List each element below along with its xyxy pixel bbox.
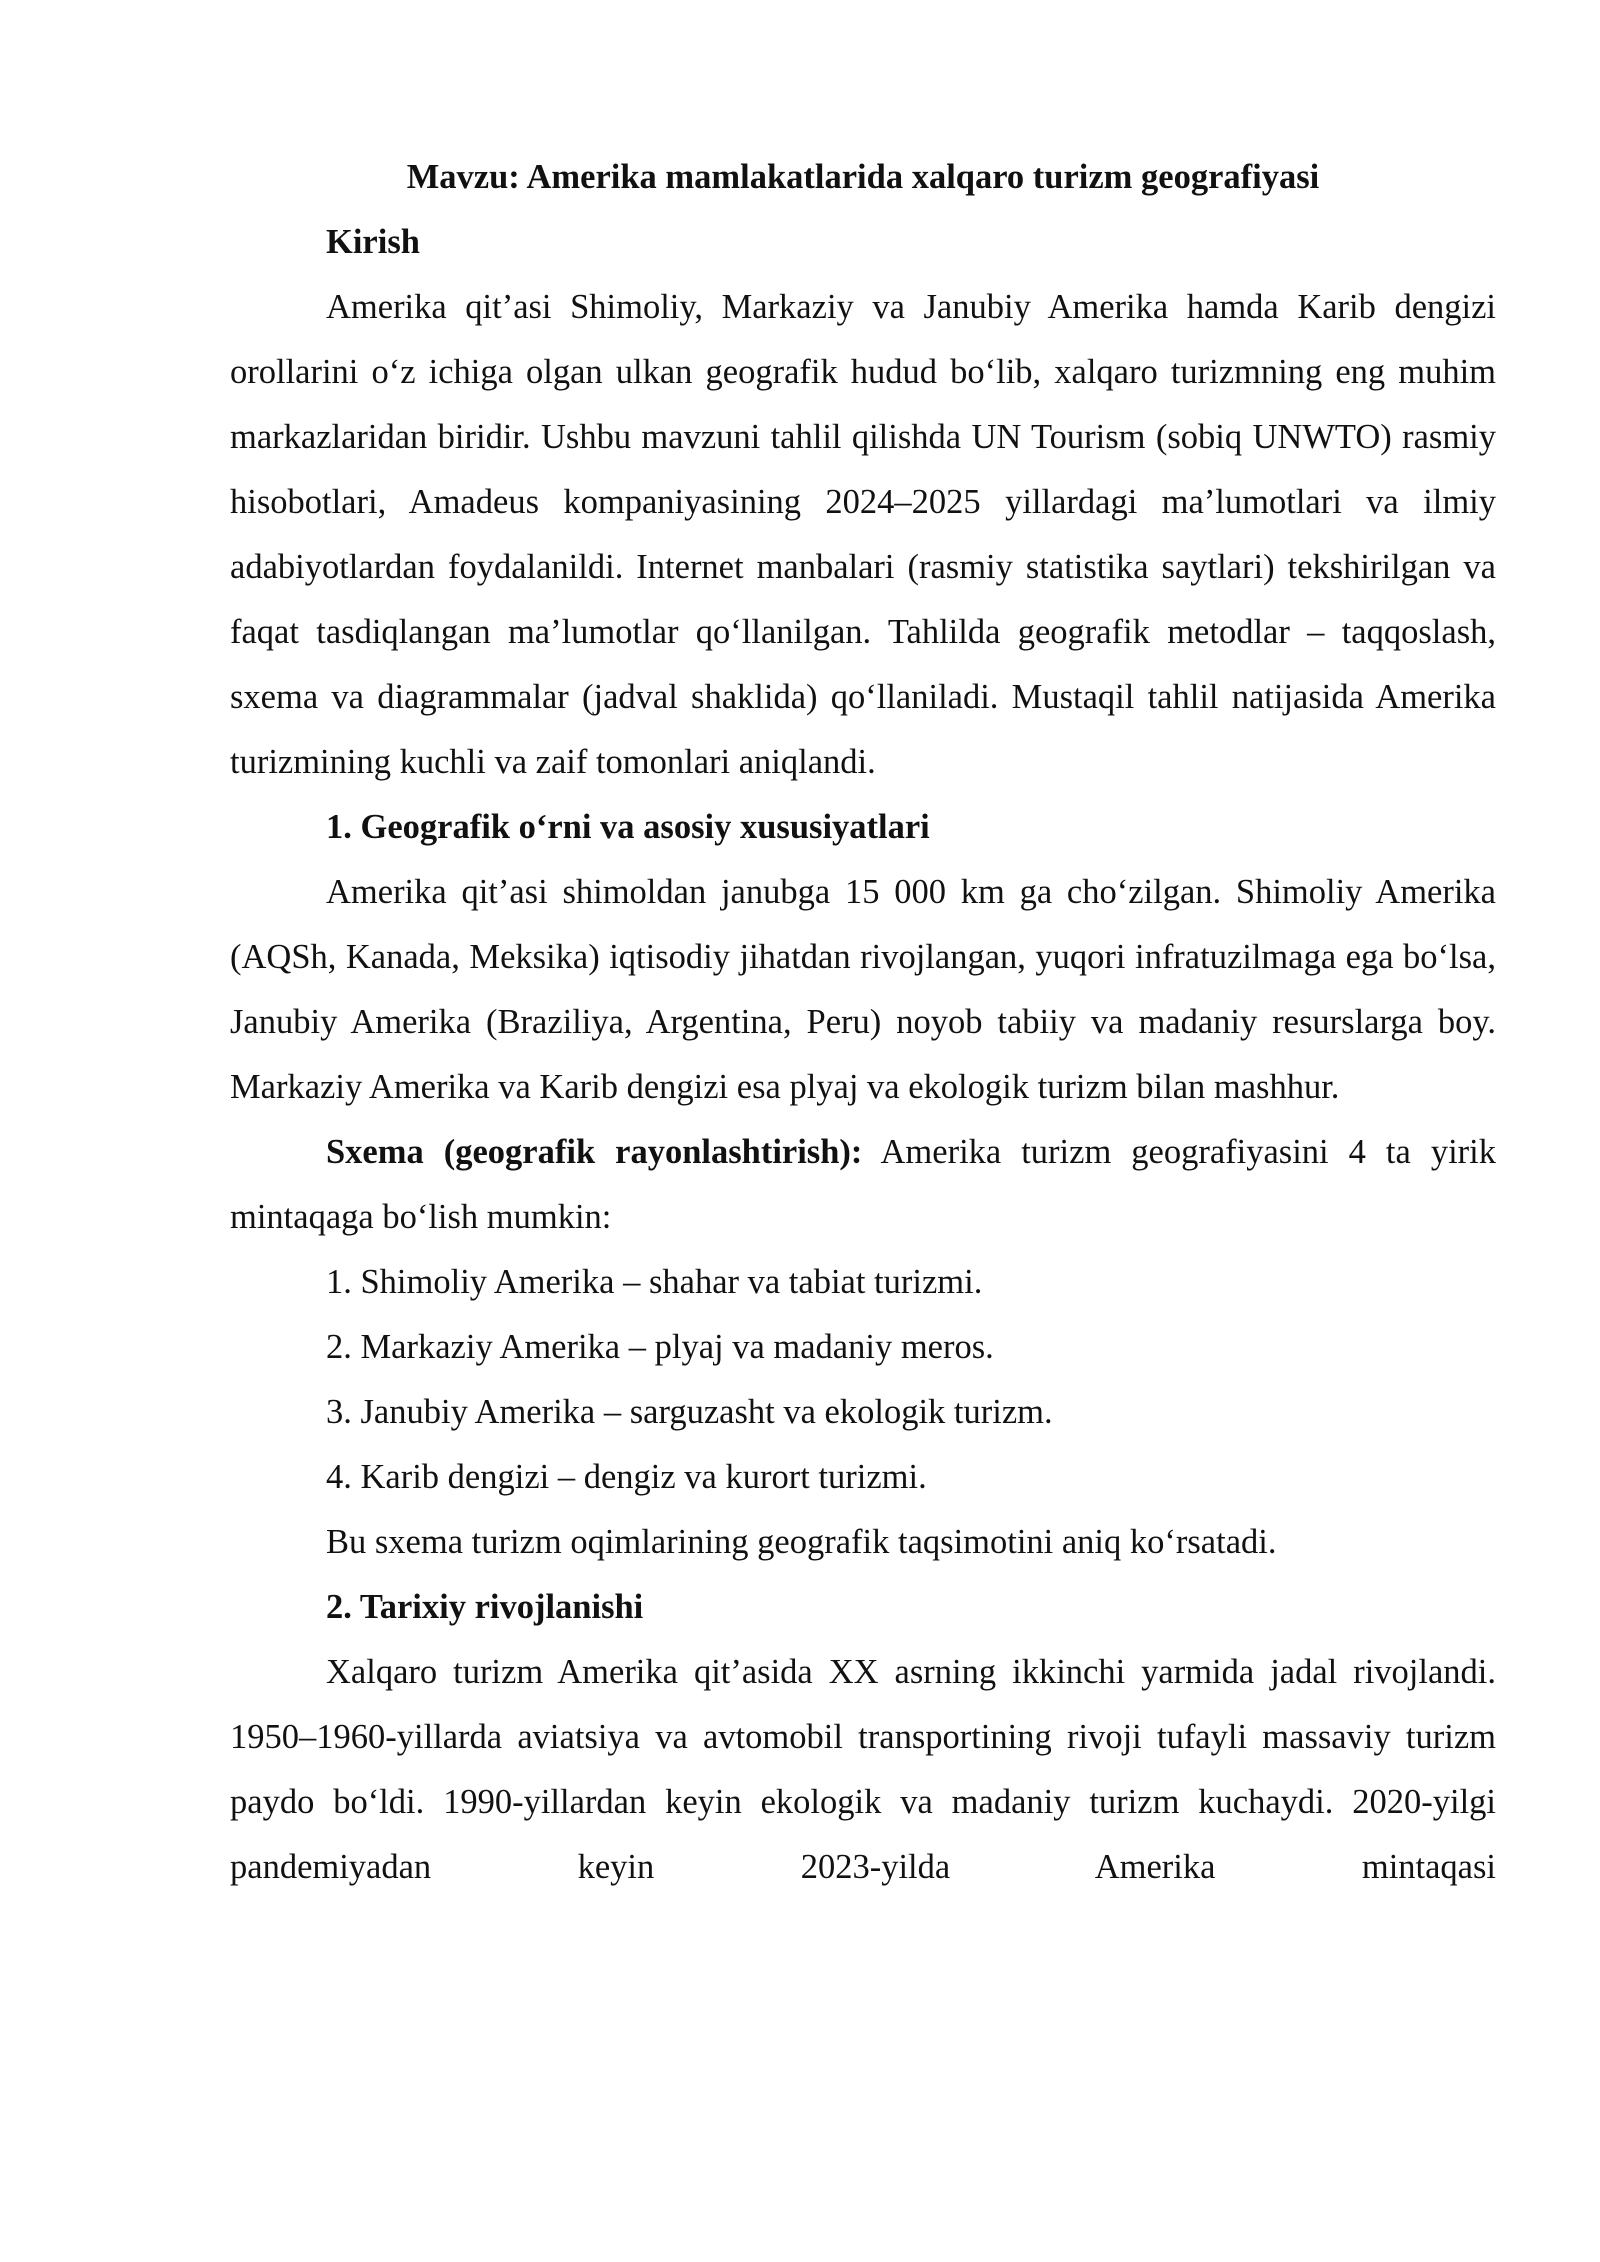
document-title: Mavzu: Amerika mamlakatlarida xalqaro turizm geografiyasi: [406, 158, 1320, 196]
section2-paragraph: Xalqaro turizm Amerika qit’asida XX asrning ikkinchi yarmida jadal rivojlandi. 1950–1960-yillarda aviatsiya va avtomobil transportining rivoji tufayli massaviy turizm paydo bo‘ldi. 1990-yillardan keyin ekologik va madaniy turizm kuchaydi. 2020-yilgi pandemiyadan keyin 2023-yilda Amerika mintaqasi: [230, 1653, 1496, 1886]
scheme-text: Amerika turizm geografiyasini 4 ta yirik mintaqaga bo‘lish mumkin:: [230, 1133, 1496, 1236]
section2-heading: 2. Tarixiy rivojlanishi: [326, 1588, 644, 1626]
scheme-item-2: 2. Markaziy Amerika – plyaj va madaniy meros.: [326, 1328, 994, 1366]
intro-paragraph: Amerika qit’asi Shimoliy, Markaziy va Janubiy Amerika hamda Karib dengizi orollarini o‘z ichiga olgan ulkan geografik hudud bo‘lib, xalqaro turizmning eng muhim markazlaridan biridir. Ushbu mavzuni tahlil qilishda UN Tourism (sobiq UNWTO) rasmiy hisobotlari, Amadeus kompaniyasining 2024–2025 yillardagi ma’lumotlari va ilmiy adabiyotlardan foydalanildi. Internet manbalari (rasmiy statistika saytlari) tekshirilgan va faqat tasdiqlangan ma’lumotlar qo‘llanilgan. Tahlilda geografik metodlar – taqqoslash, sxema va diagrammalar (jadval shaklida) qo‘llaniladi. Mustaqil tahlil natijasida Amerika turizmining kuchli va zaif tomonlari aniqlandi.: [230, 288, 1496, 781]
scheme-note: Bu sxema turizm oqimlarining geografik taqsimotini aniq ko‘rsatadi.: [326, 1523, 1277, 1561]
intro-heading: Kirish: [326, 223, 420, 261]
scheme-paragraph: [230, 1120, 1496, 1250]
document-body: [230, 145, 1496, 1900]
scheme-item-4: 4. Karib dengizi – dengiz va kurort turizmi.: [326, 1458, 927, 1496]
scheme-item-3: 3. Janubiy Amerika – sarguzasht va ekologik turizm.: [326, 1393, 1053, 1431]
section1-heading: 1. Geografik o‘rni va asosiy xususiyatlari: [326, 808, 930, 846]
scheme-item-1: 1. Shimoliy Amerika – shahar va tabiat turizmi.: [326, 1263, 983, 1301]
section1-paragraph: Amerika qit’asi shimoldan janubga 15 000 km ga cho‘zilgan. Shimoliy Amerika (AQSh, Kanada, Meksika) iqtisodiy jihatdan rivojlangan, yuqori infratuzilmaga ega bo‘lsa, Janubiy Amerika (Braziliya, Argentina, Peru) noyob tabiiy va madaniy resurslarga boy. Markaziy Amerika va Karib dengizi esa plyaj va ekologik turizm bilan mashhur.: [230, 873, 1496, 1106]
scheme-label: Sxema (geografik rayonlashtirish):: [326, 1133, 863, 1171]
